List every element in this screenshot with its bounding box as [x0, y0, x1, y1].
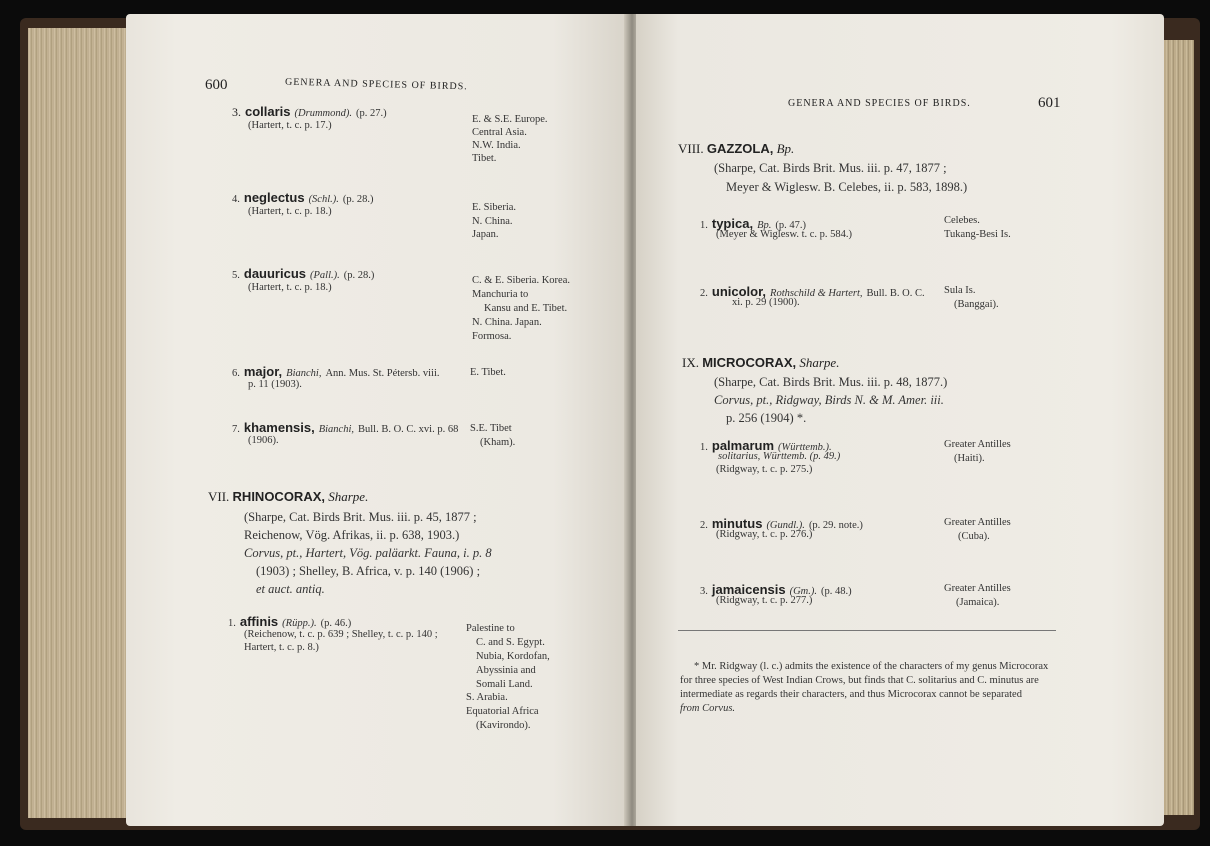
locality: E. & S.E. Europe.: [472, 114, 548, 125]
locality: N. China. Japan.: [472, 317, 542, 328]
species-reference: solitarius, Württemb. (p. 49.): [718, 451, 841, 462]
species-reference: p. 11 (1903).: [248, 379, 302, 390]
species-entry: 3. jamaicensis (Gm.). (p. 48.): [700, 582, 852, 597]
species-reference: (Ridgway, t. c. p. 275.): [716, 464, 813, 475]
species-entry: 1. affinis (Rüpp.). (p. 46.): [228, 614, 352, 629]
page-edges-left: [28, 28, 133, 818]
locality: Celebes.: [944, 215, 980, 226]
page-number-right: 601: [1038, 95, 1061, 111]
locality: Palestine to: [466, 623, 515, 634]
genus-heading: VII. RHINOCORAX, Sharpe.: [208, 489, 369, 504]
locality: N.W. India.: [472, 140, 521, 151]
genus-synonymy: Reichenow, Vög. Afrikas, ii. p. 638, 1903.): [244, 528, 460, 542]
locality: C. & E. Siberia. Korea.: [472, 275, 570, 286]
species-reference: Hartert, t. c. p. 8.): [244, 642, 319, 653]
locality: Formosa.: [472, 331, 512, 342]
species-reference: (Hartert, t. c. p. 18.): [248, 282, 332, 293]
locality: S.E. Tibet: [470, 423, 512, 434]
locality: (Banggai).: [954, 299, 999, 310]
genus-synonymy: (1903) ; Shelley, B. Africa, v. p. 140 (1906) ;: [256, 564, 481, 578]
locality: Manchuria to: [472, 289, 529, 300]
locality: E. Siberia.: [472, 202, 517, 213]
species-entry: 1. typica, Bp. (p. 47.): [700, 216, 806, 231]
footnote-line: from Corvus.: [680, 703, 736, 714]
species-entry: 6. major, Bianchi, Ann. Mus. St. Pétersb. viii.: [232, 364, 440, 379]
genus-synonymy: p. 256 (1904) *.: [726, 411, 807, 425]
species-reference: (Meyer & Wiglesw. t. c. p. 584.): [716, 229, 853, 240]
genus-heading: IX. MICROCORAX, Sharpe.: [682, 355, 840, 370]
genus-synonymy: (Sharpe, Cat. Birds Brit. Mus. iii. p. 47, 1877 ;: [714, 161, 947, 175]
genus-synonymy: Corvus, pt., Hartert, Vög. paläarkt. Fauna, i. p. 8: [244, 546, 492, 560]
locality: Abyssinia and: [476, 665, 536, 676]
species-entry: 5. dauuricus (Pall.). (p. 28.): [232, 266, 375, 281]
locality: Kansu and E. Tibet.: [484, 303, 568, 314]
locality: (Jamaica).: [956, 597, 1000, 608]
species-reference: (Reichenow, t. c. p. 639 ; Shelley, t. c. p. 140 ;: [244, 629, 438, 640]
locality: (Haiti).: [954, 453, 985, 464]
genus-synonymy: Corvus, pt., Ridgway, Birds N. & M. Amer. iii.: [714, 393, 944, 407]
species-entry: 3. collaris (Drummond). (p. 27.): [232, 104, 387, 119]
running-head-right: GENERA AND SPECIES OF BIRDS.: [788, 98, 971, 109]
locality: E. Tibet.: [470, 367, 506, 378]
locality: Central Asia.: [472, 127, 527, 138]
footnote-line: intermediate as regards their characters, and thus Microcorax cannot be separated: [680, 689, 1022, 700]
locality: Greater Antilles: [944, 517, 1011, 528]
page-number-left: 600: [205, 77, 228, 93]
footnote-rule: [678, 630, 1056, 631]
locality: C. and S. Egypt.: [476, 637, 545, 648]
species-reference: (Hartert, t. c. p. 18.): [248, 206, 332, 217]
locality: Equatorial Africa: [466, 706, 539, 717]
species-reference: (Hartert, t. c. p. 17.): [248, 120, 332, 131]
species-entry: 7. khamensis, Bianchi, Bull. B. O. C. xvi. p. 68: [232, 420, 459, 435]
species-reference: xi. p. 29 (1900).: [732, 297, 800, 308]
species-reference: (1906).: [248, 435, 279, 446]
locality: Tukang-Besi Is.: [944, 229, 1011, 240]
genus-synonymy: (Sharpe, Cat. Birds Brit. Mus. iii. p. 48, 1877.): [714, 375, 948, 389]
locality: Somali Land.: [476, 679, 533, 690]
footnote-line: for three species of West Indian Crows, but finds that C. solitarius and C. minutus are: [680, 675, 1039, 686]
species-entry: 1. palmarum (Württemb.).: [700, 438, 832, 453]
species-reference: (Ridgway, t. c. p. 277.): [716, 595, 813, 606]
genus-heading: VIII. GAZZOLA, Bp.: [678, 141, 795, 156]
locality: Greater Antilles: [944, 583, 1011, 594]
genus-synonymy: et auct. antiq.: [256, 582, 325, 596]
locality: (Cuba).: [958, 531, 990, 542]
species-entry: 4. neglectus (Schl.). (p. 28.): [232, 190, 374, 205]
genus-synonymy: Meyer & Wiglesw. B. Celebes, ii. p. 583, 1898.): [726, 180, 968, 194]
species-entry: 2. minutus (Gundl.). (p. 29. note.): [700, 516, 863, 531]
locality: Nubia, Kordofan,: [476, 651, 550, 662]
locality: Tibet.: [472, 153, 497, 164]
locality: (Kham).: [480, 437, 516, 448]
running-head-left: GENERA AND SPECIES OF BIRDS.: [284, 76, 468, 93]
locality: (Kavirondo).: [476, 720, 531, 731]
locality: Greater Antilles: [944, 439, 1011, 450]
locality: Japan.: [472, 229, 499, 240]
locality: Sula Is.: [944, 285, 976, 296]
species-reference: (Ridgway, t. c. p. 276.): [716, 529, 813, 540]
locality: N. China.: [472, 216, 513, 227]
locality: S. Arabia.: [466, 692, 508, 703]
footnote-line: * Mr. Ridgway (l. c.) admits the existence of the characters of my genus Microcorax: [694, 661, 1049, 672]
genus-synonymy: (Sharpe, Cat. Birds Brit. Mus. iii. p. 45, 1877 ;: [244, 510, 477, 524]
species-entry: 2. unicolor, Rothschild & Hartert, Bull. B. O. C.: [700, 284, 925, 299]
